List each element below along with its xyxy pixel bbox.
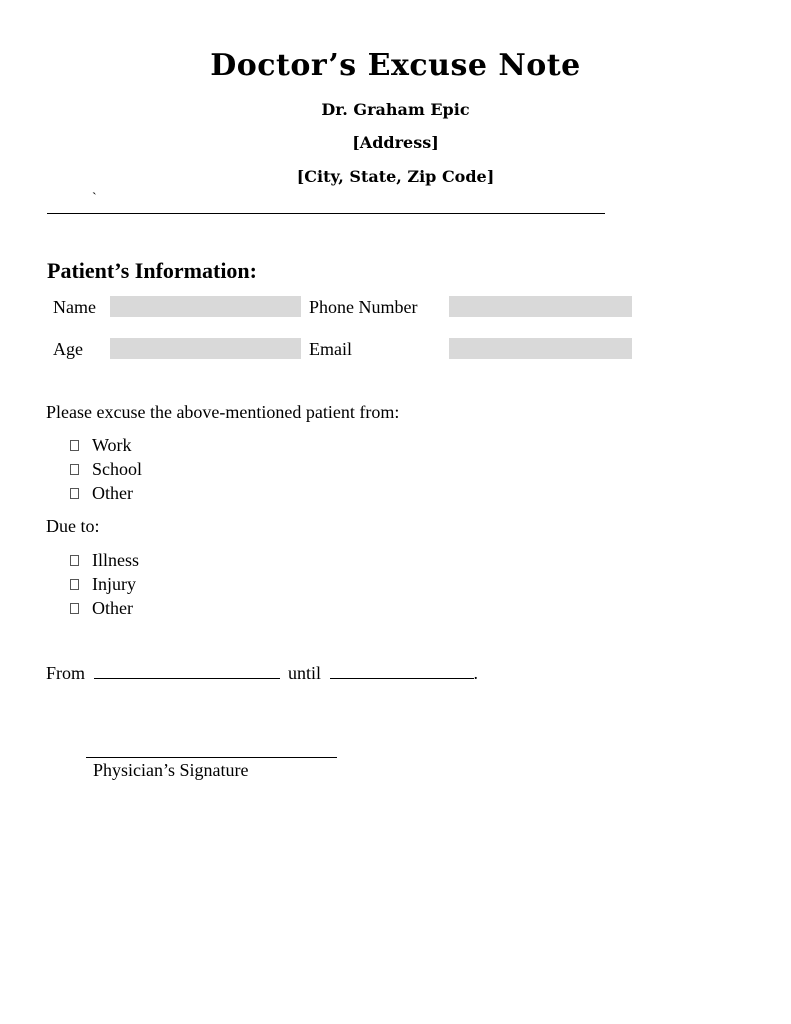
reason-prompt: Due to:	[46, 516, 100, 536]
from-label: From	[46, 663, 86, 683]
doctor-name: Dr. Graham Epic	[321, 100, 470, 119]
until-date-blank[interactable]	[330, 662, 474, 679]
name-field[interactable]	[110, 296, 301, 317]
age-label: Age	[53, 339, 83, 359]
excuse-option-school[interactable]	[70, 458, 142, 480]
from-date-blank[interactable]	[94, 662, 280, 679]
reason-option-other[interactable]	[70, 597, 133, 619]
checkbox-label: Other	[92, 483, 133, 503]
doctor-address: [Address]	[352, 133, 439, 152]
checkbox-label: Work	[92, 435, 132, 455]
checkbox[interactable]	[70, 555, 79, 566]
phone-number-field[interactable]	[449, 296, 632, 317]
date-range-line	[46, 662, 478, 684]
email-label: Email	[309, 339, 352, 359]
email-field[interactable]	[449, 338, 632, 359]
stray-mark: `	[92, 191, 97, 206]
checkbox[interactable]	[70, 440, 79, 451]
until-label: until	[288, 663, 322, 683]
patient-info-heading: Patient’s Information:	[47, 258, 257, 283]
excuse-prompt: Please excuse the above-mentioned patient from:	[46, 402, 400, 422]
reason-option-injury[interactable]	[70, 573, 136, 595]
header-divider	[47, 213, 605, 214]
checkbox[interactable]	[70, 464, 79, 475]
signature-label: Physician’s Signature	[93, 760, 249, 780]
age-field[interactable]	[110, 338, 301, 359]
checkbox[interactable]	[70, 603, 79, 614]
doctor-city-state-zip: [City, State, Zip Code]	[296, 167, 495, 186]
excuse-option-other[interactable]	[70, 482, 133, 504]
checkbox[interactable]	[70, 488, 79, 499]
checkbox-label: School	[92, 459, 143, 479]
checkbox-label: Other	[92, 598, 133, 618]
phone-number-label: Phone Number	[309, 297, 418, 317]
checkbox-label: Injury	[92, 574, 136, 594]
document-title: Doctor’s Excuse Note	[210, 48, 581, 83]
checkbox-label: Illness	[92, 550, 139, 570]
name-label: Name	[53, 297, 96, 317]
end-punctuation: .	[473, 663, 479, 683]
excuse-option-work[interactable]	[70, 434, 132, 456]
checkbox[interactable]	[70, 579, 79, 590]
reason-option-illness[interactable]	[70, 549, 139, 571]
signature-line[interactable]	[86, 757, 337, 758]
